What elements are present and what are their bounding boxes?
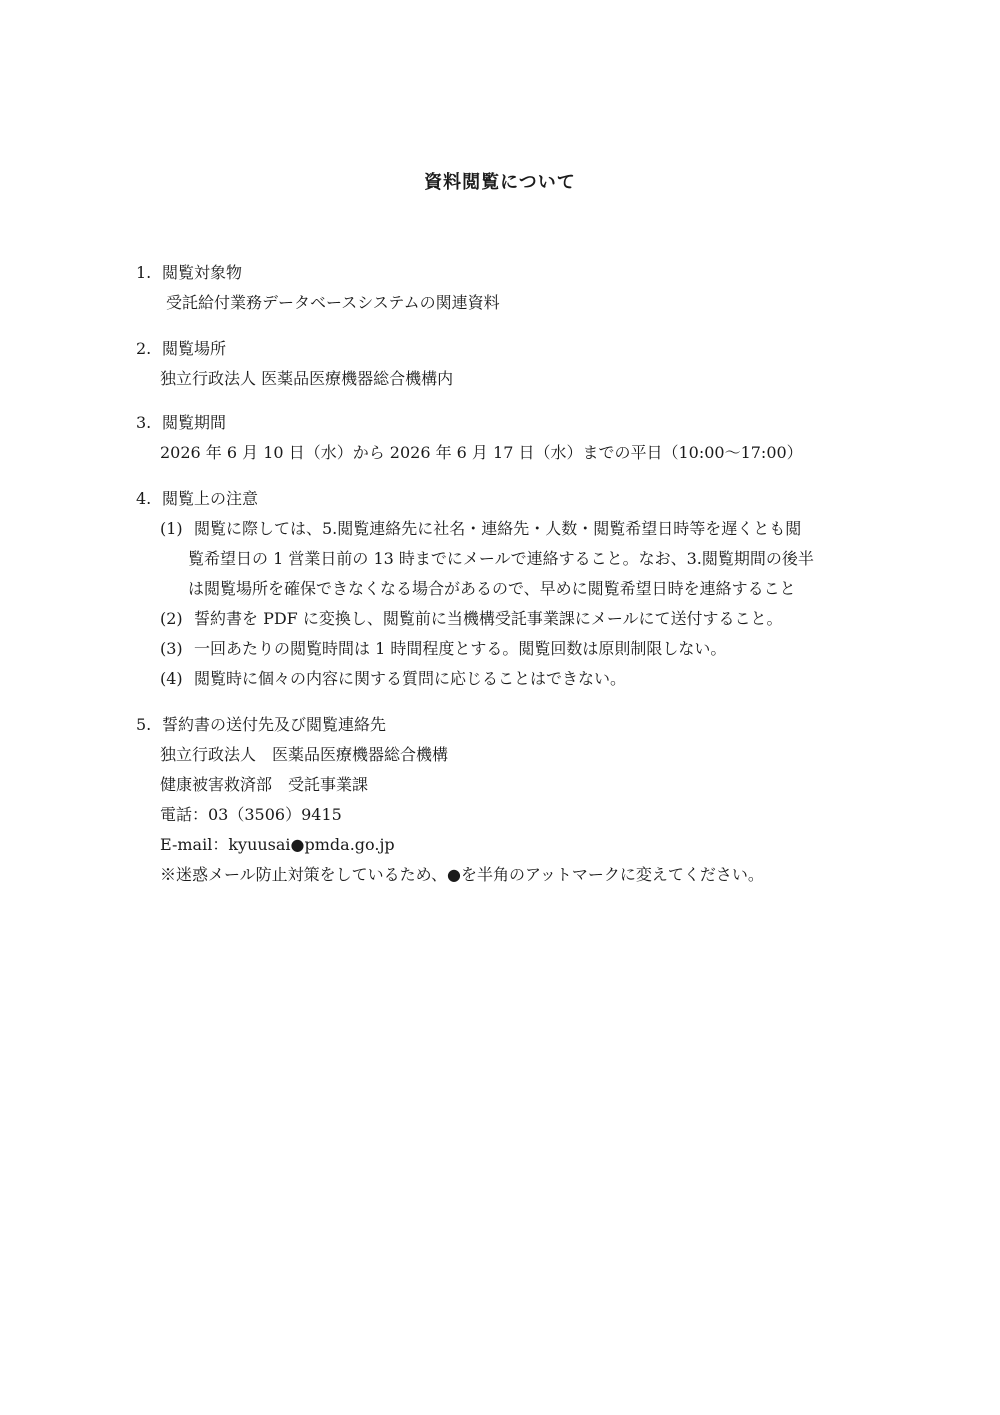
note-item (160, 604, 876, 634)
section-contact (136, 710, 876, 890)
section-title: 閲覧場所 (162, 339, 227, 358)
section-number: 3. (136, 413, 152, 432)
note-number: (1) (160, 519, 183, 538)
note-number: (4) (160, 669, 183, 688)
section-title: 閲覧上の注意 (162, 489, 259, 508)
note-item (160, 634, 876, 664)
section-number: 2. (136, 339, 152, 358)
section-viewing-notes (136, 484, 876, 694)
section-viewing-period (136, 408, 876, 468)
section-body-line: 独立行政法人 医薬品医療機器総合機構内 (160, 369, 454, 388)
section-title: 閲覧期間 (162, 413, 227, 432)
page-title: 資料閲覧について (424, 172, 576, 193)
note-text: 一回あたりの閲覧時間は 1 時間程度とする。閲覧回数は原則制限しない。 (194, 639, 727, 658)
contact-department: 健康被害救済部 受託事業課 (160, 775, 369, 794)
section-heading (136, 484, 876, 514)
contact-phone: 電話：03（3506）9415 (160, 805, 342, 824)
section-title: 閲覧対象物 (162, 263, 243, 282)
section-heading (136, 408, 876, 438)
section-heading (136, 710, 876, 740)
section-body-line: 2026 年 6 月 10 日（水）から 2026 年 6 月 17 日（水）までの平日（10:00～17:00） (160, 443, 803, 462)
section-number: 5. (136, 715, 152, 734)
section-number: 4. (136, 489, 152, 508)
note-text: 誓約書を PDF に変換し、閲覧前に当機構受託事業課にメールにて送付すること。 (194, 609, 783, 628)
section-viewing-target (136, 258, 876, 318)
section-heading (136, 334, 876, 364)
section-number: 1. (136, 263, 152, 282)
section-heading (136, 258, 876, 288)
section-title: 誓約書の送付先及び閲覧連絡先 (162, 715, 387, 734)
section-viewing-place (136, 334, 876, 394)
note-text: 閲覧時に個々の内容に関する質問に応じることはできない。 (194, 669, 627, 688)
contact-spam-note: ※迷惑メール防止対策をしているため、●を半角のアットマークに変えてください。 (160, 865, 764, 884)
note-number: (2) (160, 609, 183, 628)
note-text-continuation: 覧希望日の 1 営業日前の 13 時までにメールで連絡すること。なお、3.閲覧期間の後半 (188, 549, 814, 568)
note-item (160, 664, 876, 694)
note-text-continuation: は閲覧場所を確保できなくなる場合があるので、早めに閲覧希望日時を連絡すること (188, 579, 796, 598)
section-body-line: 受託給付業務データベースシステムの関連資料 (166, 293, 500, 312)
note-text: 閲覧に際しては、5.閲覧連絡先に社名・連絡先・人数・閲覧希望日時等を遅くとも閲 (194, 519, 802, 538)
contact-organization: 独立行政法人 医薬品医療機器総合機構 (160, 745, 449, 764)
contact-email: E-mail：kyuusai●pmda.go.jp (160, 835, 395, 854)
note-item (160, 514, 876, 544)
note-number: (3) (160, 639, 183, 658)
